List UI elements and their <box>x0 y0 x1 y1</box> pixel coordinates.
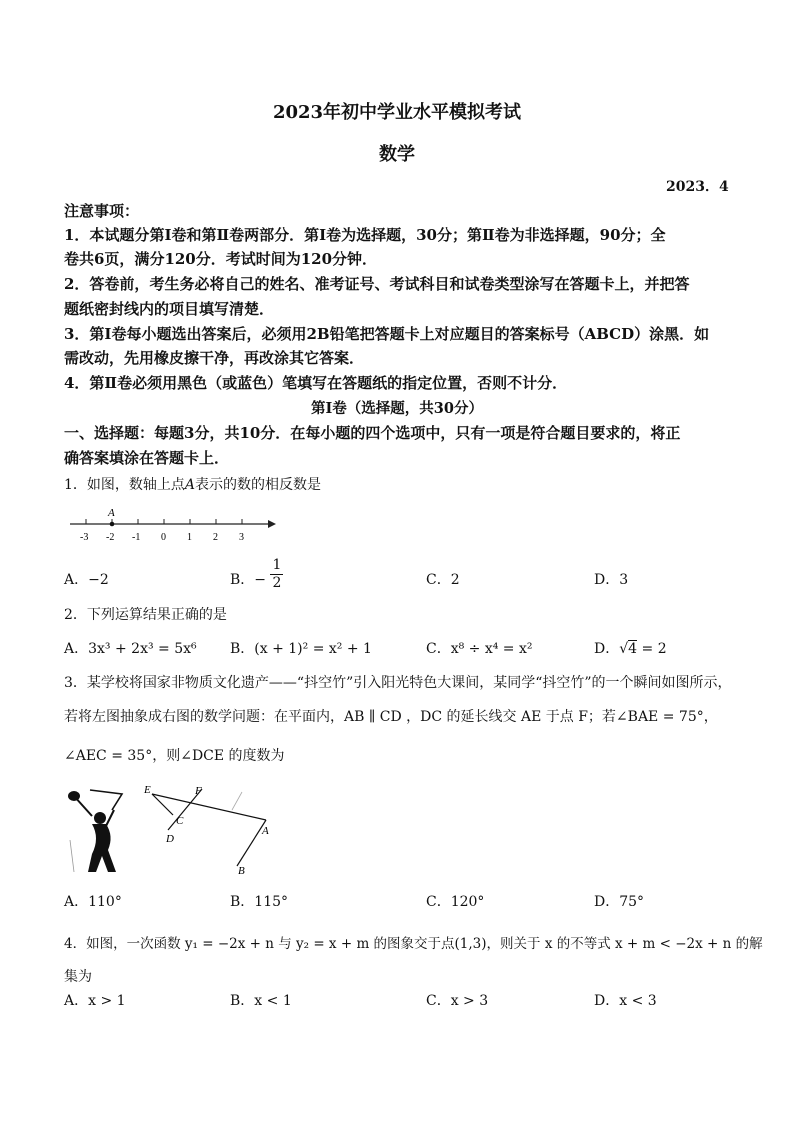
q1-stem <box>64 474 321 494</box>
q1-option-b-fraction <box>270 557 283 592</box>
label-c: C <box>176 815 184 827</box>
q1-option-c[interactable]: C．2 <box>426 572 460 588</box>
q1-option-a[interactable]: A．−2 <box>64 572 109 588</box>
q2-option-c[interactable]: C．x⁸ ÷ x⁴ = x² <box>426 641 533 657</box>
fraction-numerator: 1 <box>272 557 282 573</box>
tick-label: 1 <box>187 532 192 543</box>
note-1b: 卷共6页，满分120分．考试时间为120分钟． <box>64 250 378 268</box>
label-f: F <box>195 785 202 797</box>
q3-option-b[interactable]: B．115° <box>230 894 289 910</box>
q3-line-3: ∠AEC = 35°，则∠DCE 的度数为 <box>64 748 285 764</box>
q1-option-b[interactable] <box>230 557 283 592</box>
tick-label: -3 <box>80 532 89 543</box>
segment-ea <box>152 794 266 820</box>
tick-label: -1 <box>132 532 141 543</box>
note-3b: 需改动，先用橡皮擦干净，再改涂其它答案． <box>64 349 365 367</box>
q2-option-a[interactable]: A．3x³ + 2x³ = 5x⁶ <box>64 641 197 657</box>
geometry-diagram <box>143 784 269 876</box>
note-2a: 2．答卷前，考生务必将自己的姓名、准考证号、考试科目和试卷类型涂写在答题卡上，并把答 <box>64 275 690 293</box>
q2-stem: 2．下列运算结果正确的是 <box>64 607 227 623</box>
fraction-denominator: 2 <box>272 575 282 591</box>
point-a-label: A <box>108 507 115 519</box>
tick-label: -2 <box>106 532 115 543</box>
note-1a: 1．本试题分第Ⅰ卷和第Ⅱ卷两部分．第Ⅰ卷为选择题，30分；第Ⅱ卷为非选择题，90分；全 <box>64 226 666 244</box>
q3-line-1: 3．某学校将国家非物质文化遗产——“抖空竹”引入阳光特色大课间，某同学“抖空竹”的一个瞬间如图所示， <box>64 675 732 691</box>
q1-option-d[interactable]: D．3 <box>594 572 629 588</box>
q3-option-d[interactable]: D．75° <box>594 894 645 910</box>
section-title: 第Ⅰ卷（选择题，共30分） <box>311 400 483 417</box>
q4-option-b[interactable]: B．x < 1 <box>230 993 292 1009</box>
number-line-arrow <box>268 520 276 528</box>
section-instr-a: 一、选择题：每题3分，共10分．在每小题的四个选项中，只有一项是符合题目要求的，将正 <box>64 424 681 442</box>
q3-option-a[interactable]: A．110° <box>64 894 122 910</box>
label-a: A <box>262 825 269 837</box>
q1-number-line <box>68 502 278 546</box>
notes-heading: 注意事项： <box>64 202 140 220</box>
section-instr-b: 确答案填涂在答题卡上． <box>64 449 230 467</box>
q4-option-a[interactable]: A．x > 1 <box>64 993 126 1009</box>
note-4: 4．第Ⅱ卷必须用黑色（或蓝色）笔填写在答题纸的指定位置，否则不计分． <box>64 374 568 392</box>
sqrt-sign: √ <box>619 641 629 657</box>
q2-option-d-prefix: D． <box>594 641 620 657</box>
q4-line-1: 4．如图，一次函数 y₁ = −2x + n 与 y₂ = x + m 的图象交于点(1,3)，则关于 x 的不等式 x + m < −2x + n 的解 <box>64 936 763 952</box>
q1-stem-pre: 1．如图，数轴上点 <box>64 477 185 493</box>
label-e: E <box>144 784 151 796</box>
exam-subject: 数学 <box>379 144 415 165</box>
q3-figure <box>62 780 272 876</box>
segment-ec <box>152 794 173 815</box>
note-3a: 3．第Ⅰ卷每小题选出答案后，必须用2B铅笔把答题卡上对应题目的答案标号（ABCD）涂黑．如 <box>64 325 710 343</box>
q3-option-c[interactable]: C．120° <box>426 894 485 910</box>
exam-date: 2023．4 <box>666 179 729 195</box>
q1-stem-var: A <box>184 477 196 493</box>
q2-option-d-suffix: = 2 <box>637 641 667 657</box>
tick-label: 2 <box>213 532 218 543</box>
q2-option-d[interactable] <box>594 638 667 658</box>
q1-option-b-prefix: B．− <box>230 572 267 588</box>
tick-label: 0 <box>161 532 166 543</box>
label-b: B <box>238 865 245 876</box>
label-d: D <box>166 833 174 845</box>
q4-line-2: 集为 <box>64 969 92 985</box>
q2-option-b[interactable]: B．(x + 1)² = x² + 1 <box>230 641 372 657</box>
diabolo-player-image <box>68 790 122 872</box>
q1-stem-post: 表示的数的相反数是 <box>195 477 322 493</box>
q3-line-2: 若将左图抽象成右图的数学问题：在平面内，AB ∥ CD ，DC 的延长线交 AE 于点 F；若∠BAE = 75°， <box>64 709 718 725</box>
q4-option-d[interactable]: D．x < 3 <box>594 993 657 1009</box>
note-2b: 题纸密封线内的项目填写清楚． <box>64 300 275 318</box>
background-stroke <box>232 792 242 810</box>
point-a-dot <box>110 522 115 527</box>
tick-label: 3 <box>239 532 244 543</box>
exam-title: 2023年初中学业水平模拟考试 <box>272 102 522 123</box>
sqrt-radicand: 4 <box>628 641 638 657</box>
q4-option-c[interactable]: C．x > 3 <box>426 993 489 1009</box>
